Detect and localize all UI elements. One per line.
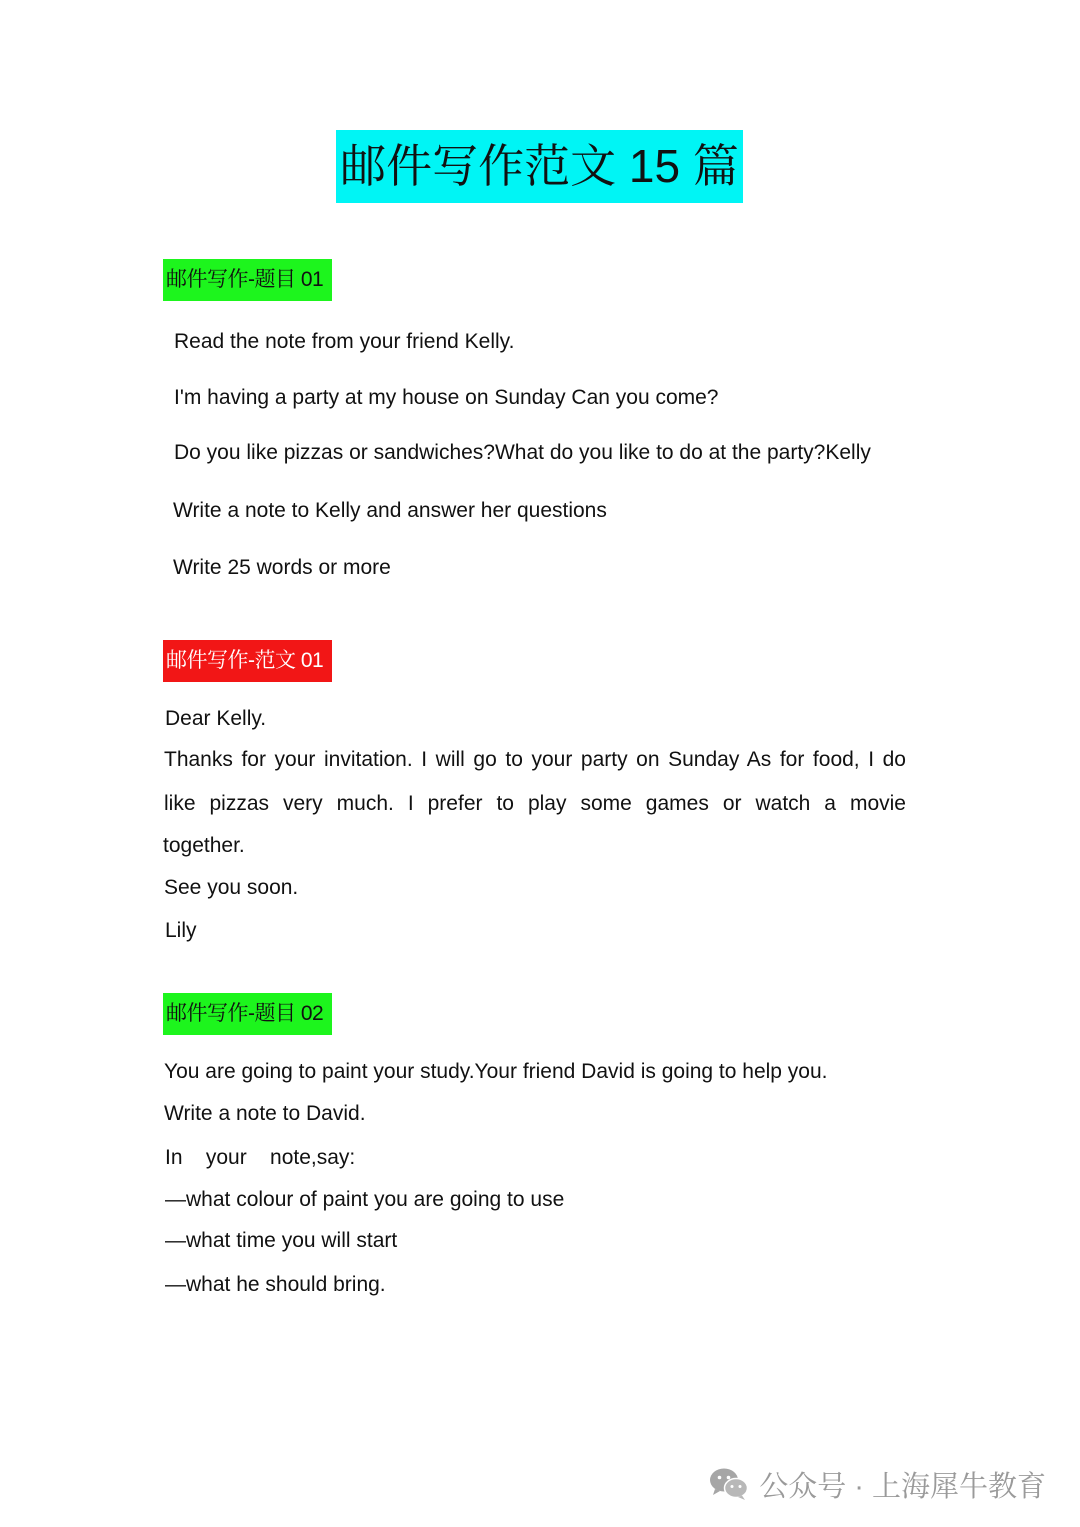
q2-bullet-2: —what time you will start	[165, 1229, 398, 1252]
a1-body-line-3: together.	[163, 834, 245, 857]
a1-closing: See you soon.	[164, 876, 299, 899]
q2-line-2: Write a note to David.	[164, 1102, 366, 1125]
q1-line-2: I'm having a party at my house on Sunday Can you come?	[174, 386, 719, 409]
q2-bullet-1: —what colour of paint you are going to use	[165, 1188, 565, 1211]
q1-line-5: Write 25 words or more	[173, 556, 391, 579]
q2-line-3: In your note,say:	[165, 1146, 356, 1169]
q2-line-1: You are going to paint your study.Your friend David is going to help you.	[164, 1060, 828, 1083]
q1-line-1: Read the note from your friend Kelly.	[174, 330, 515, 353]
question-label-01: 邮件写作-题目 01	[163, 259, 332, 301]
answer-label-01: 邮件写作-范文 01	[163, 640, 332, 682]
q1-line-4: Write a note to Kelly and answer her questions	[173, 499, 607, 522]
a1-body-line-2: like pizzas very much. I prefer to play some games or watch a movie	[164, 792, 906, 815]
q1-line-3: Do you like pizzas or sandwiches?What do you like to do at the party?Kelly	[174, 441, 871, 464]
watermark	[709, 1462, 1046, 1506]
a1-salutation: Dear Kelly.	[165, 707, 267, 730]
question-label-02: 邮件写作-题目 02	[163, 993, 332, 1035]
a1-body-line-1: Thanks for your invitation. I will go to your party on Sunday As for food, I do	[164, 748, 906, 771]
wechat-icon	[709, 1467, 749, 1501]
a1-signature: Lily	[165, 919, 197, 942]
watermark-text: 公众号 · 上海犀牛教育	[759, 1470, 1046, 1503]
page-title: 邮件写作范文 15 篇	[336, 130, 743, 203]
q2-bullet-3: —what he should bring.	[165, 1273, 386, 1296]
